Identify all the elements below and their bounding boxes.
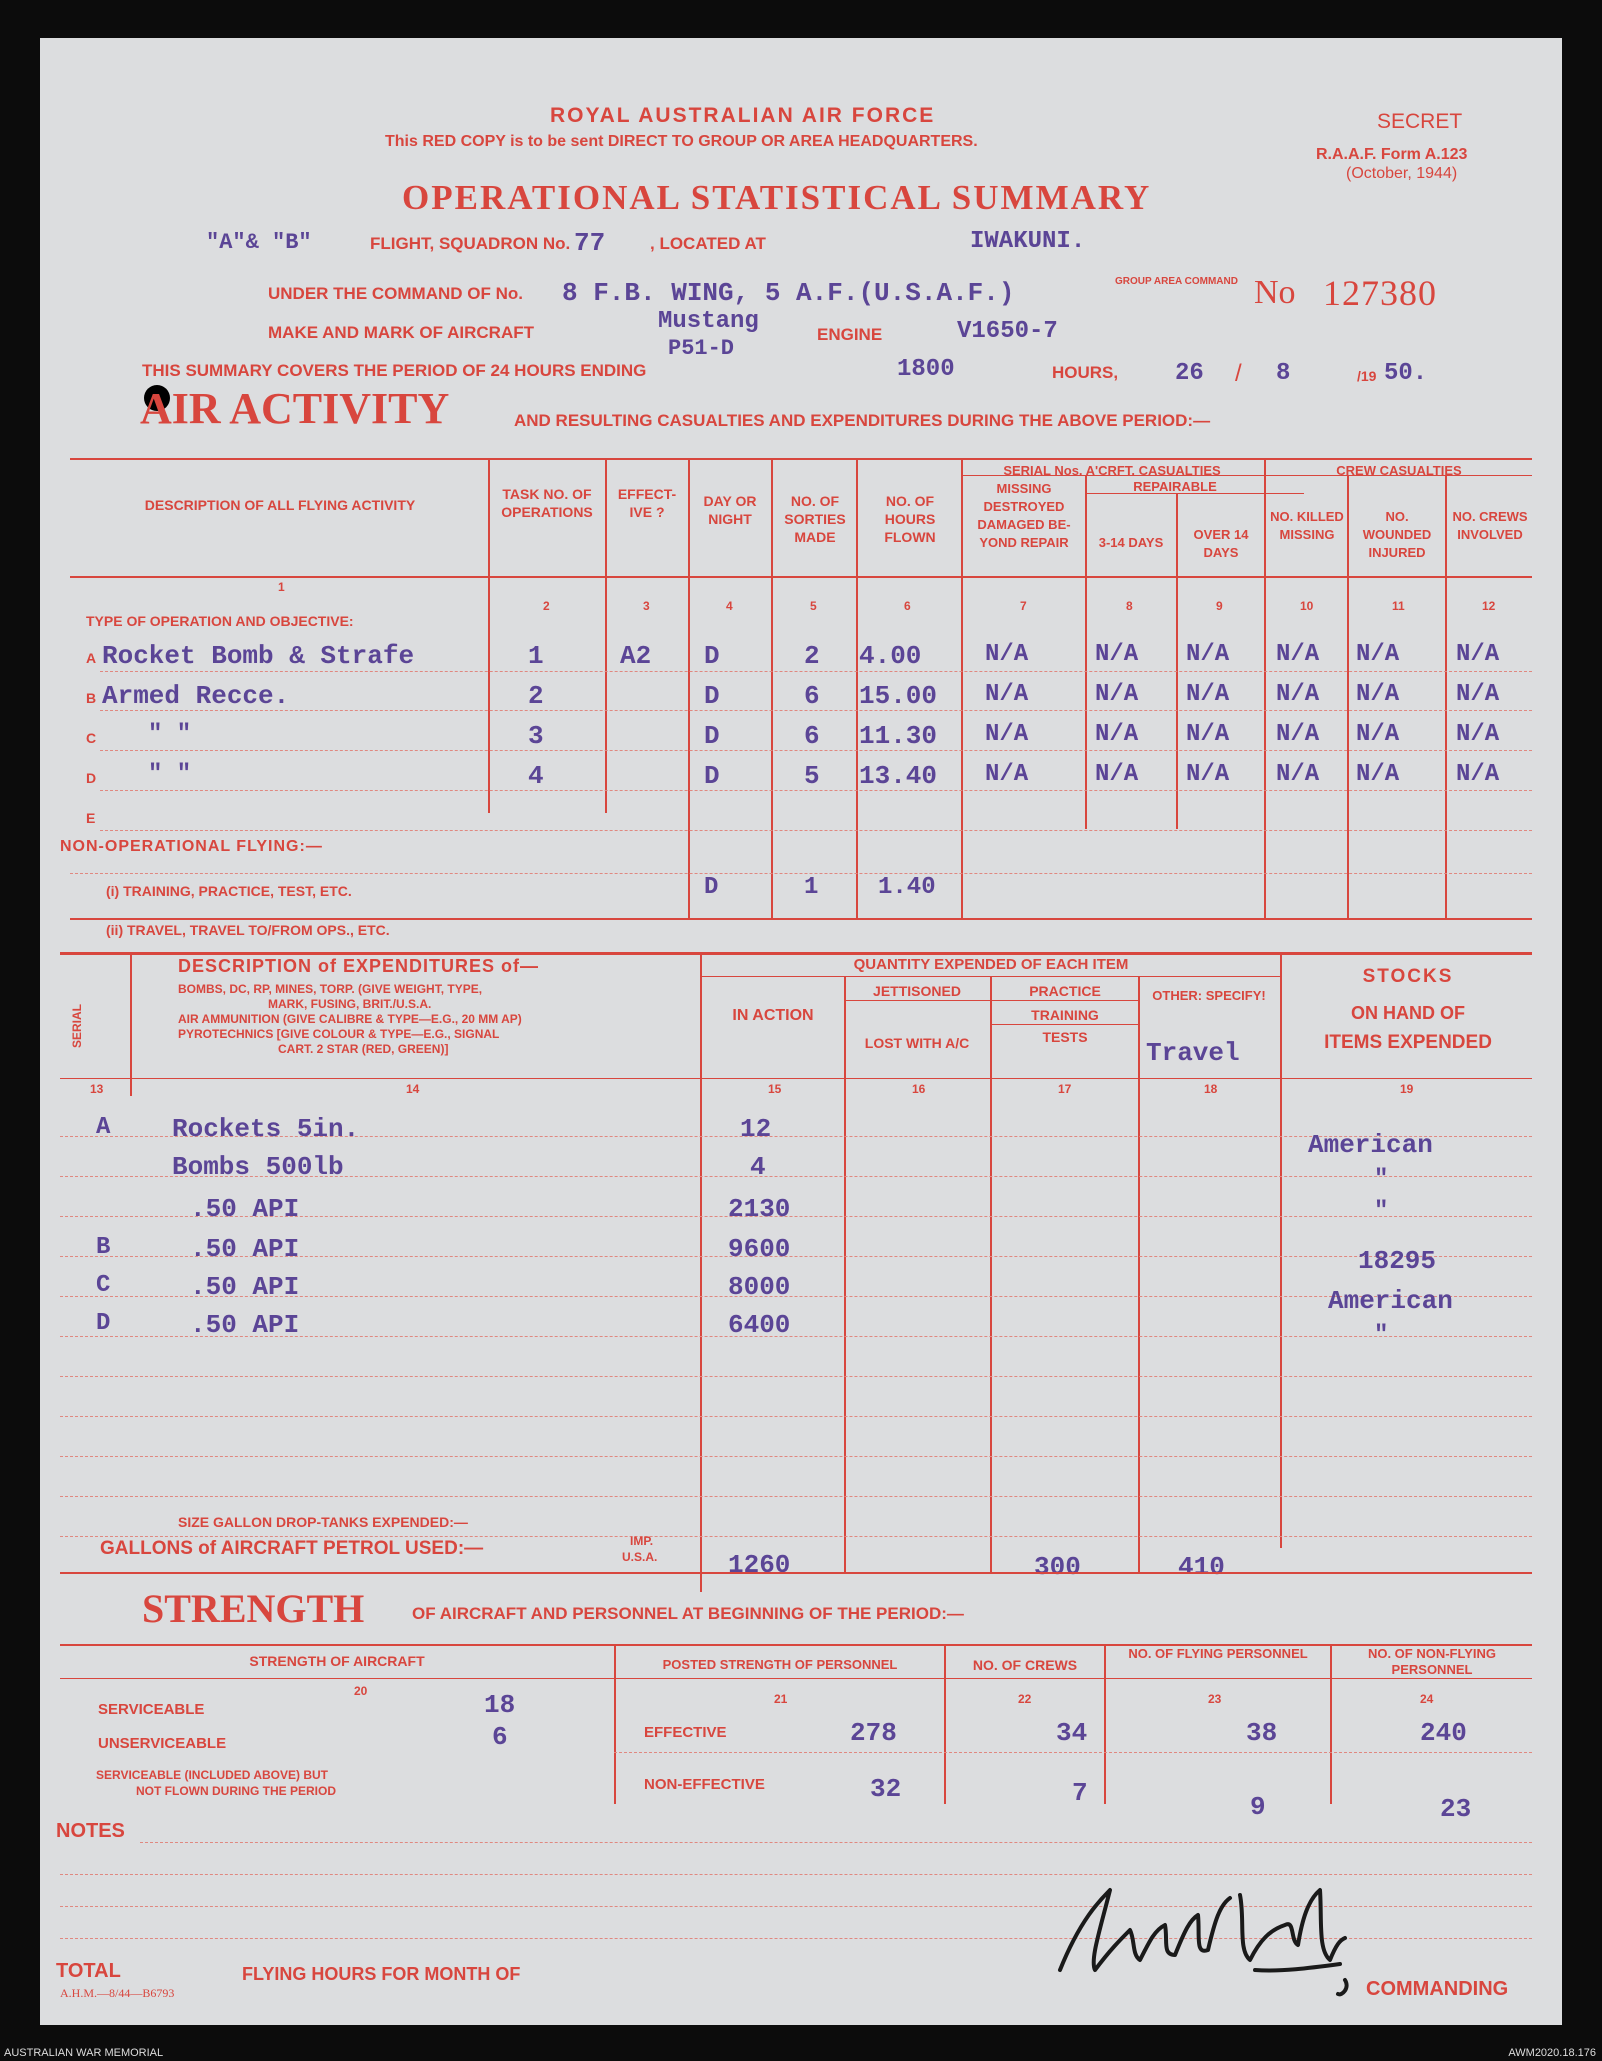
col-line [1347,475,1349,918]
row-line [70,873,1532,874]
col-line [856,458,858,918]
row-letter: E [86,810,96,826]
col-line [1104,1644,1106,1804]
col-number: 17 [1058,1082,1072,1096]
activity-c7: N/A [985,761,1029,788]
rule [70,458,1532,460]
petrol-action-value: 1260 [728,1550,791,1580]
serial-no-label: No [1254,274,1296,311]
rule [990,1024,1138,1025]
row-line [100,830,1532,831]
usa-label: U.S.A. [622,1550,658,1564]
flight-value: "A"& "B" [206,230,312,255]
rule [70,918,1532,920]
col-line [1445,475,1447,918]
activity-c8: N/A [1095,681,1139,708]
lost-label: LOST WITH A/C [864,1035,970,1051]
exp-stock: " [1374,1166,1389,1193]
activity-effective: A2 [620,641,652,671]
activity-c11: N/A [1356,641,1400,668]
form-date: (October, 1944) [1346,165,1458,182]
form-number: R.A.A.F. Form A.123 [1316,146,1468,163]
command-value: 8 F.B. WING, 5 A.F.(U.S.A.F.) [562,278,1015,308]
noneffective-flying: 9 [1250,1792,1266,1822]
activity-day-night: D [704,641,720,671]
col-number: 7 [1020,599,1027,613]
rule [844,1000,1138,1001]
group-header-serial: SERIAL Nos. A'CRFT. CASUALTIES [1003,463,1221,478]
nonflying-label: NO. OF NON-FLYING PERSONNEL [1367,1646,1497,1677]
exp-serial: D [96,1310,111,1337]
row-letter: A [86,650,97,666]
row-line [60,1456,1532,1457]
exp-stock: " [1374,1322,1389,1349]
exp-desc: Bombs 500lb [172,1152,344,1182]
activity-day-night: D [704,721,720,751]
activity-c12: N/A [1456,641,1500,668]
snf-label2: NOT FLOWN DURING THE PERIOD [136,1784,336,1798]
col-header: EFFECT-IVE ? [617,486,677,520]
activity-task: 3 [528,721,544,751]
engine-value: V1650-7 [957,318,1058,345]
rule [70,576,1532,578]
commanding-label: COMMANDING [1366,1978,1509,2000]
org-name: ROYAL AUSTRALIAN AIR FORCE [550,104,936,127]
activity-c7: N/A [985,721,1029,748]
air-activity-subheading: AND RESULTING CASUALTIES AND EXPENDITURES DURING THE ABOVE PERIOD:— [514,411,1211,430]
exp-qty: 4 [750,1152,766,1182]
effective-flying: 38 [1246,1718,1278,1748]
activity-c7: N/A [985,641,1029,668]
stocks-sub: ON HAND OF [1351,1003,1465,1023]
activity-c10: N/A [1276,681,1320,708]
activity-c12: N/A [1456,721,1500,748]
effective-nonflying: 240 [1420,1718,1467,1748]
total-label: TOTAL [56,1960,121,1982]
qty-label: QUANTITY EXPENDED OF EACH ITEM [853,956,1129,973]
activity-c8: N/A [1095,641,1139,668]
effective-crews: 34 [1056,1718,1088,1748]
strength-subheading: OF AIRCRAFT AND PERSONNEL AT BEGINNING OF THE PERIOD:— [412,1604,964,1623]
activity-c10: N/A [1276,641,1320,668]
col-header: NO. OF HOURS FLOWN [884,493,936,545]
activity-c9: N/A [1186,761,1230,788]
unserviceable-label: UNSERVICEABLE [98,1735,227,1752]
col-line [1176,493,1178,829]
effective-label: EFFECTIVE [644,1724,727,1741]
activity-desc: " " [148,721,192,748]
in-action-label: IN ACTION [732,1007,814,1024]
exp-desc-line: MARK, FUSING, BRIT./U.S.A. [268,997,432,1011]
activity-desc: Armed Recce. [102,681,290,711]
flying-hours-label: FLYING HOURS FOR MONTH OF [242,1964,521,1984]
row-line [60,1376,1532,1377]
col-line [1138,976,1140,1572]
activity-c7: N/A [985,681,1029,708]
training-hours: 1.40 [878,874,936,901]
rule [60,952,1532,955]
serial-label: SERIAL [70,1003,84,1048]
row-letter: D [86,770,97,786]
activity-task: 1 [528,641,544,671]
rule [60,1678,1532,1679]
col-header: DESCRIPTION OF ALL FLYING ACTIVITY [144,497,416,513]
col-header: DAY OR NIGHT [703,493,757,527]
col-line [771,458,773,918]
col-number: 16 [912,1082,926,1096]
col-number: 20 [354,1684,368,1698]
practice-label: PRACTICE [1029,983,1101,999]
activity-c8: N/A [1095,721,1139,748]
exp-stock: 18295 [1358,1246,1437,1276]
exp-desc: .50 API [190,1310,300,1340]
aircraft-strength-label: STRENGTH OF AIRCRAFT [249,1653,425,1669]
stocks-label: STOCKS [1362,966,1454,987]
aircraft-mark-value: P51-D [668,336,735,361]
exp-desc: .50 API [190,1194,300,1224]
col-header: OVER 14 DAYS [1193,527,1249,560]
activity-desc: " " [148,761,192,788]
engine-label: ENGINE [817,325,883,344]
hours-value: 1800 [897,356,955,383]
secret-label: SECRET [1377,110,1463,133]
col-number: 24 [1420,1692,1434,1706]
activity-c9: N/A [1186,641,1230,668]
footer-right: AWM2020.18.176 [1508,2047,1596,2059]
col-line [605,458,607,813]
col-header: NO. CREWS INVOLVED [1452,509,1528,542]
travel-label: (ii) TRAVEL, TRAVEL TO/FROM OPS., ETC. [106,922,390,938]
col-number: 11 [1392,599,1405,613]
tests-label: TESTS [1042,1029,1088,1045]
jettisoned-label: JETTISONED [873,983,961,999]
col-line [844,976,846,1572]
notes-label: NOTES [56,1820,125,1842]
row-line [60,1536,1532,1537]
exp-desc-title: DESCRIPTION of EXPENDITURES of— [178,956,540,976]
petrol-practice-value: 300 [1034,1552,1081,1582]
serial-no-value: 127380 [1323,273,1437,313]
year-prefix: /19 [1357,368,1377,384]
crews-label: NO. OF CREWS [972,1657,1078,1673]
col-number: 13 [90,1082,104,1096]
col-number: 3 [643,599,650,613]
activity-c9: N/A [1186,681,1230,708]
activity-task: 2 [528,681,544,711]
instruction-text: This RED COPY is to be sent DIRECT TO GROUP OR AREA HEADQUARTERS. [385,133,978,150]
col-number: 1 [278,580,285,594]
col-number: 5 [810,599,817,613]
activity-task: 4 [528,761,544,791]
strength-heading: STRENGTH [142,1586,365,1631]
rule [60,1078,1532,1079]
petrol-label: GALLONS of AIRCRAFT PETROL USED:— [100,1538,484,1559]
col-number: 8 [1126,599,1133,613]
form-sheet [40,38,1562,2025]
exp-qty: 6400 [728,1310,791,1340]
group-header-crew: CREW CASUALTIES [1336,463,1462,478]
unserviceable-value: 6 [492,1722,508,1752]
serviceable-value: 18 [484,1690,516,1720]
exp-serial: B [96,1234,111,1261]
exp-desc-line: CART. 2 STAR (RED, GREEN)] [278,1042,449,1056]
day-value: 26 [1175,360,1204,387]
activity-sorties: 6 [804,721,820,751]
col-number: 10 [1300,599,1314,613]
exp-qty: 9600 [728,1234,791,1264]
activity-c11: N/A [1356,721,1400,748]
col-line [1280,952,1282,1548]
flight-label: FLIGHT, SQUADRON No. [370,234,571,253]
col-number: 14 [406,1082,420,1096]
activity-c12: N/A [1456,681,1500,708]
col-number: 2 [543,599,550,613]
exp-desc: Rockets 5in. [172,1114,360,1144]
make-label: MAKE AND MARK OF AIRCRAFT [268,323,534,342]
col-line [961,458,963,918]
activity-c11: N/A [1356,681,1400,708]
exp-serial: C [96,1272,111,1299]
droptank-label: SIZE GALLON DROP-TANKS EXPENDED:— [178,1514,468,1530]
col-number: 9 [1216,599,1223,613]
col-header: NO. WOUNDED INJURED [1362,509,1432,560]
activity-hours: 4.00 [859,641,922,671]
activity-day-night: D [704,681,720,711]
col-number: 21 [774,1692,788,1706]
col-number: 23 [1208,1692,1222,1706]
location-value: IWAKUNI. [970,228,1086,255]
exp-desc-line: BOMBS, DC, RP, MINES, TORP. (GIVE WEIGHT, TYPE, [178,982,483,996]
col-number: 4 [726,599,733,613]
stocks-sub2: ITEMS EXPENDED [1324,1032,1492,1053]
col-number: 15 [768,1082,782,1096]
exp-qty: 8000 [728,1272,791,1302]
noneffective-nonflying: 23 [1440,1794,1472,1824]
col-number: 18 [1204,1082,1218,1096]
col-line [130,952,132,1096]
activity-c10: N/A [1276,721,1320,748]
training-day-night: D [704,874,719,901]
col-header: TASK NO. OF OPERATIONS [501,486,593,520]
col-line [1085,475,1087,829]
period-label: THIS SUMMARY COVERS THE PERIOD OF 24 HOURS ENDING [142,361,647,380]
activity-sorties: 6 [804,681,820,711]
noneffective-crews: 7 [1072,1778,1088,1808]
row-line [60,1416,1532,1417]
effective-posted: 278 [850,1718,897,1748]
col-number: 12 [1482,599,1496,613]
col-header: NO. OF SORTIES MADE [784,493,846,545]
print-code: A.H.M.—8/44—B6793 [60,1986,175,2000]
hours-label: HOURS, [1052,363,1119,382]
activity-c11: N/A [1356,761,1400,788]
activity-c12: N/A [1456,761,1500,788]
group-area-label: GROUP AREA COMMAND [1115,276,1238,287]
row-line [614,1752,1532,1753]
flying-label: NO. OF FLYING PERSONNEL [1128,1646,1308,1661]
col-line [990,976,992,1572]
exp-desc-line: AIR AMMUNITION (GIVE CALIBRE & TYPE—E.G., 20 MM AP) [178,1012,522,1026]
training-label: (i) TRAINING, PRACTICE, TEST, ETC. [106,883,352,899]
row-line [100,671,1532,672]
noneffective-posted: 32 [870,1774,902,1804]
activity-sorties: 2 [804,641,820,671]
type-label: TYPE OF OPERATION AND OBJECTIVE: [86,613,354,629]
activity-hours: 13.40 [859,761,938,791]
col-number: 19 [1400,1082,1414,1096]
located-label: , LOCATED AT [650,234,766,253]
activity-c10: N/A [1276,761,1320,788]
commanding-signature [1040,1860,1400,2000]
col-header: NO. KILLED MISSING [1270,509,1344,542]
exp-stock: American [1308,1130,1433,1160]
col-number: 22 [1018,1692,1032,1706]
activity-day-night: D [704,761,720,791]
imp-label: IMP. [630,1534,654,1548]
command-label: UNDER THE COMMAND OF No. [268,284,523,303]
col-line [488,458,490,813]
month-value: 8 [1276,360,1291,387]
exp-qty: 12 [740,1114,772,1144]
col-line [1264,458,1266,918]
snf-label: SERVICEABLE (INCLUDED ABOVE) BUT [96,1768,329,1782]
footer-left: AUSTRALIAN WAR MEMORIAL [4,2047,164,2059]
exp-desc-line: PYROTECHNICS [GIVE COLOUR & TYPE—E.G., SIGNAL [178,1027,500,1041]
activity-hours: 15.00 [859,681,938,711]
exp-stock: " [1374,1198,1389,1225]
other-value: Travel [1146,1038,1240,1068]
noneffective-label: NON-EFFECTIVE [644,1776,765,1793]
serviceable-label: SERVICEABLE [98,1701,205,1718]
row-letter: C [86,730,97,746]
air-activity-heading: AIR ACTIVITY [140,384,450,433]
rule [700,976,1280,977]
row-letter: B [86,690,97,706]
training-label: TRAINING [1031,1007,1099,1023]
posted-strength-label: POSTED STRENGTH OF PERSONNEL [662,1657,898,1672]
activity-c9: N/A [1186,721,1230,748]
activity-sorties: 5 [804,761,820,791]
notes-line [140,1842,1532,1843]
activity-c8: N/A [1095,761,1139,788]
exp-stock: American [1328,1286,1453,1316]
year-value: 50. [1384,360,1428,387]
other-label: OTHER: SPECIFY! [1152,988,1266,1003]
rule [60,1572,1532,1574]
row-line [60,1496,1532,1497]
exp-qty: 2130 [728,1194,791,1224]
col-header: MISSING DESTROYED DAMAGED BE-YOND REPAIR [977,481,1071,550]
exp-desc: .50 API [190,1234,300,1264]
activity-desc: Rocket Bomb & Strafe [102,641,415,671]
squadron-value: 77 [574,228,606,258]
exp-serial: A [96,1114,111,1141]
col-header: 3-14 DAYS [1098,535,1164,550]
aircraft-value: Mustang [658,308,759,335]
training-sorties: 1 [804,874,819,901]
exp-desc: .50 API [190,1272,300,1302]
non-op-label: NON-OPERATIONAL FLYING:— [60,838,323,855]
activity-hours: 11.30 [859,721,938,751]
petrol-other-value: 410 [1178,1552,1225,1582]
col-number: 6 [904,599,911,613]
form-title: OPERATIONAL STATISTICAL SUMMARY [402,178,1152,217]
date-slash: / [1235,360,1242,387]
group-header-repairable: REPAIRABLE [1133,479,1217,494]
col-line [688,458,690,918]
